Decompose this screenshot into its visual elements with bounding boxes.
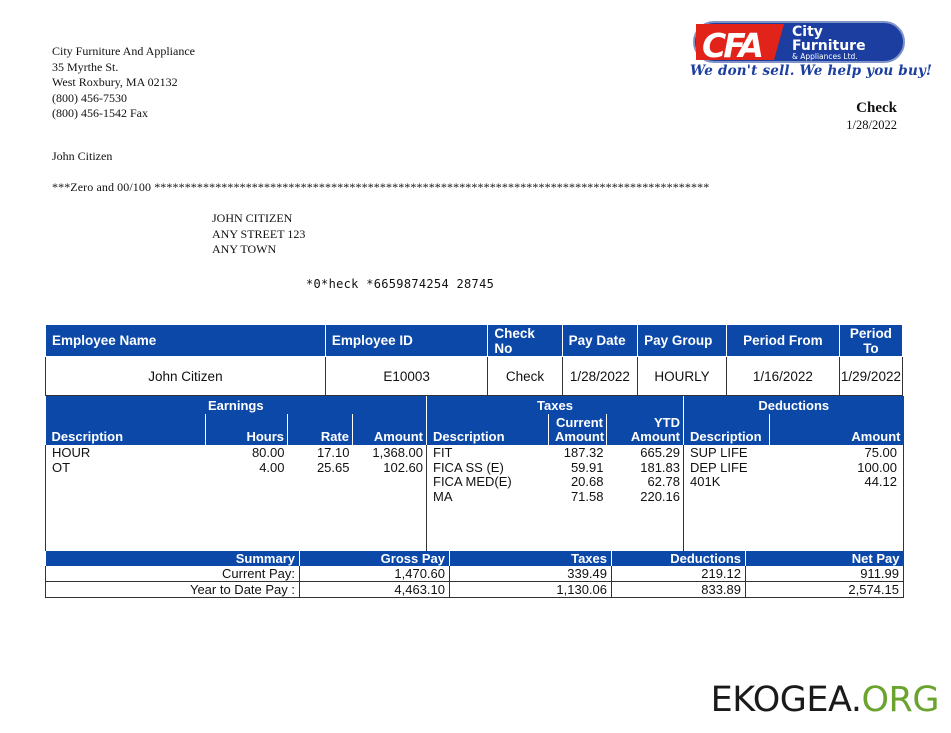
earn-desc: OT	[52, 459, 71, 475]
summary-current-row	[46, 566, 904, 582]
summary-current-gross: 1,470.60	[300, 566, 450, 582]
employee-header-row	[46, 325, 903, 357]
column-header-row	[46, 414, 904, 445]
section-deductions: Deductions	[758, 397, 830, 413]
ded-amount: 100.00	[857, 459, 898, 475]
payee-name: John Citizen	[52, 149, 113, 163]
summary-header-row	[46, 551, 904, 566]
company-phone: (800) 456-7530	[52, 90, 127, 105]
summary-current-deductions: 219.12	[612, 566, 746, 582]
amount-in-words: ***Zero and 00/100 *******************************************************************************************	[52, 180, 710, 194]
col-earn-amount: Amount	[353, 414, 427, 445]
earn-amount: 102.60	[383, 459, 423, 475]
tax-ytd-cell	[607, 445, 684, 551]
ded-amount: 75.00	[864, 445, 898, 460]
value-pay-date: 1/28/2022	[562, 357, 638, 396]
pay-stub	[45, 325, 903, 598]
tax-desc: FICA MED(E)	[433, 474, 512, 489]
section-earnings: Earnings	[46, 396, 427, 414]
value-period-from: 1/16/2022	[726, 357, 839, 396]
header-employee-name: Employee Name	[46, 325, 326, 357]
address-line: ANY STREET 123	[212, 226, 306, 241]
value-check-no: Check	[488, 357, 562, 396]
company-city: West Roxbury, MA 02132	[52, 75, 178, 89]
earn-rate: 25.65	[316, 459, 350, 475]
header-pay-group: Pay Group	[638, 325, 727, 357]
earn-hours: 80.00	[251, 445, 285, 460]
col-tax-current: Current Amount	[549, 414, 607, 445]
header-period-from: Period From	[726, 325, 839, 357]
section-taxes: Taxes	[427, 396, 684, 414]
tax-desc: MA	[433, 488, 453, 504]
tax-current-cell	[549, 445, 607, 551]
detail-body-row	[46, 445, 904, 551]
watermark	[711, 680, 939, 720]
logo-letters: CFA	[702, 26, 762, 65]
summary-current-net: 911.99	[746, 566, 904, 582]
header-check-no: Check No	[488, 325, 562, 357]
section-header-row	[46, 396, 904, 414]
check-title: Check	[856, 100, 897, 116]
summary-gross-header: Gross Pay	[300, 551, 450, 566]
header-employee-id	[325, 325, 488, 357]
ded-desc-cell	[684, 445, 770, 551]
col-ded-desc: Description	[684, 414, 770, 445]
company-street: 35 Myrthe St.	[52, 59, 119, 74]
col-ded-amount: Amount	[851, 429, 901, 444]
col-tax-ytd: YTD Amount	[607, 414, 684, 445]
summary-ytd-row	[46, 582, 904, 598]
summary-net-header: Net Pay	[851, 551, 900, 566]
micr-line: *0*heck *6659874254 28745	[306, 277, 495, 291]
header-pay-date: Pay Date	[562, 325, 638, 357]
tax-ytd: 62.78	[647, 474, 680, 489]
summary-table	[45, 551, 904, 598]
watermark-part2: ORG	[861, 680, 939, 720]
check-date: 1/28/2022	[846, 118, 897, 132]
tax-current: 187.32	[563, 445, 604, 460]
earn-rate: 17.10	[316, 445, 350, 460]
col-earn-desc: Description	[46, 414, 206, 445]
tax-current: 71.58	[570, 488, 604, 504]
col-earn-rate: Rate	[288, 414, 353, 445]
address-line: ANY TOWN	[212, 242, 277, 256]
watermark-part1: EKOGEA.	[710, 680, 862, 720]
logo-line1: City	[792, 24, 823, 40]
ded-desc: DEP LIFE	[690, 459, 748, 475]
tax-ytd: 220.16	[640, 488, 680, 504]
summary-deductions-header: Deductions	[612, 551, 746, 566]
summary-ytd-net: 2,574.15	[746, 582, 904, 598]
header-period-to: Period To	[839, 325, 902, 357]
logo-line3: & Appliances Ltd.	[792, 52, 858, 61]
col-tax-desc: Description	[427, 414, 549, 445]
value-period-to: 1/29/2022	[839, 357, 902, 396]
tax-desc-cell	[427, 445, 549, 551]
mailing-address	[212, 211, 305, 258]
tax-desc: FIT	[433, 445, 453, 460]
logo-line2: Furniture	[792, 38, 866, 54]
detail-table	[45, 396, 904, 551]
summary-ytd-taxes: 1,130.06	[450, 582, 612, 598]
company-name: City Furniture And Appliance	[52, 44, 195, 58]
pay-stub-table	[45, 325, 903, 396]
ded-amount-cell	[770, 445, 904, 551]
logo-tagline: We don't sell. We help you buy!	[690, 63, 933, 79]
tax-current: 20.68	[570, 474, 604, 489]
company-address	[52, 44, 195, 122]
summary-current-taxes: 339.49	[450, 566, 612, 582]
earn-hours-cell	[206, 445, 288, 551]
earn-desc: HOUR	[52, 445, 91, 460]
earn-desc-cell	[46, 445, 206, 551]
tax-current: 59.91	[570, 459, 604, 475]
value-employee-id: E10003	[325, 357, 488, 396]
ded-desc: SUP LIFE	[690, 445, 748, 460]
earn-rate-cell	[288, 445, 353, 551]
summary-ytd-gross: 4,463.10	[300, 582, 450, 598]
company-fax: (800) 456-1542 Fax	[52, 106, 148, 120]
ded-desc: 401K	[690, 474, 721, 489]
value-pay-group: HOURLY	[638, 357, 727, 396]
earn-amount-cell	[353, 445, 427, 551]
value-employee-name: John Citizen	[46, 357, 326, 396]
header-employee-id-label: Employee ID	[331, 333, 413, 348]
col-earn-hours: Hours	[206, 414, 288, 445]
summary-ytd-label: Year to Date Pay :	[46, 582, 300, 598]
summary-taxes-header: Taxes	[450, 551, 612, 566]
summary-ytd-deductions: 833.89	[612, 582, 746, 598]
tax-ytd: 665.29	[640, 445, 680, 460]
earn-amount: 1,368.00	[372, 445, 423, 460]
address-line: JOHN CITIZEN	[212, 211, 293, 225]
ded-amount: 44.12	[864, 474, 898, 489]
tax-desc: FICA SS (E)	[433, 459, 504, 475]
employee-value-row	[46, 357, 903, 396]
summary-label: Summary	[46, 551, 300, 566]
earn-hours: 4.00	[259, 459, 285, 475]
tax-ytd: 181.83	[640, 459, 680, 475]
summary-current-label: Current Pay:	[46, 566, 300, 582]
